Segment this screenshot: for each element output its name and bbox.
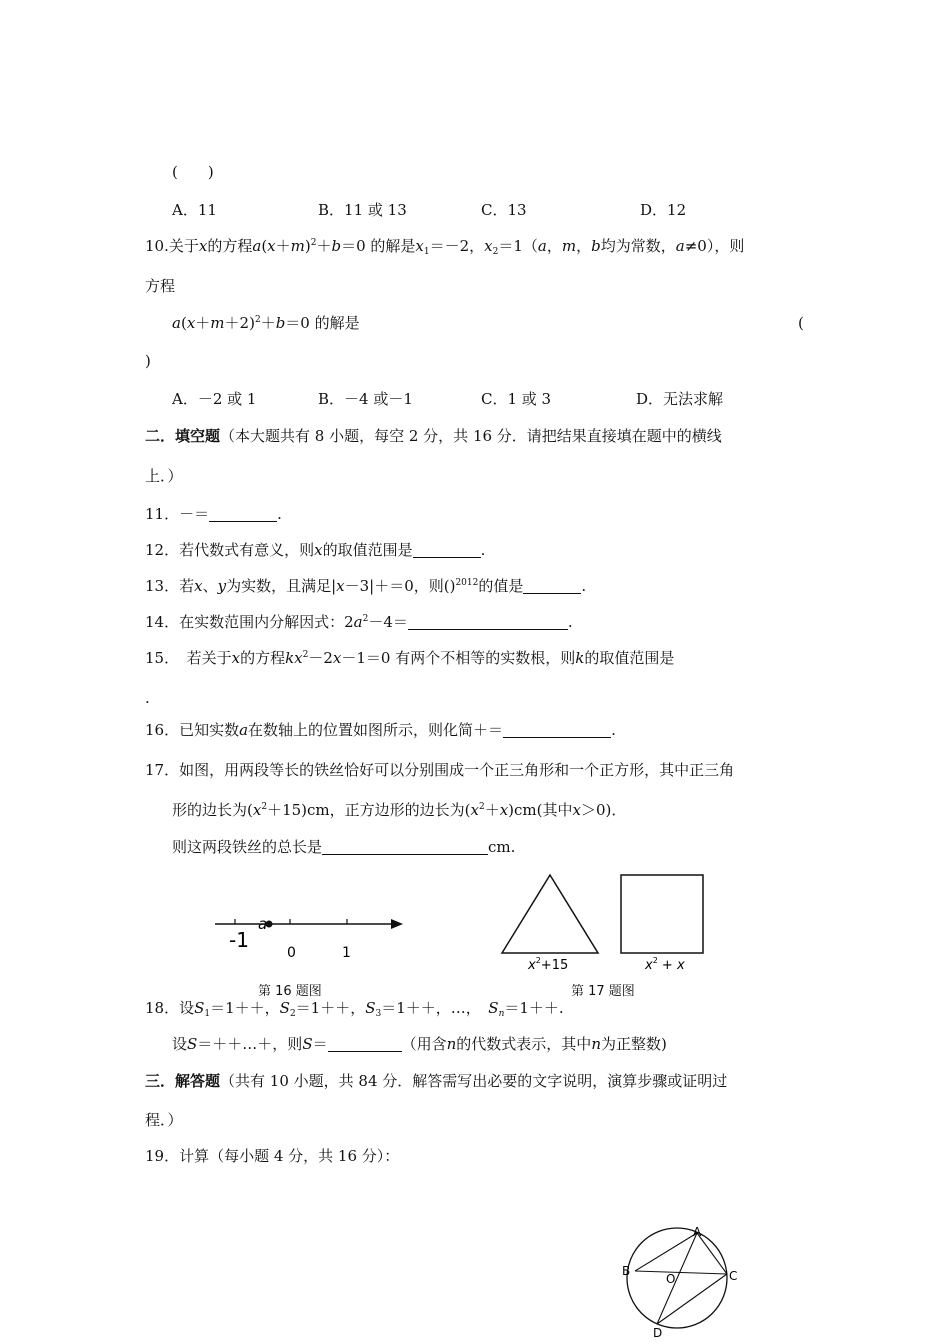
q12-answer-blank[interactable] <box>413 543 481 558</box>
circle-figure <box>615 1220 755 1344</box>
q10-option-b: B．－4 或－1 <box>318 390 413 408</box>
q18-line2: 设S＝＋＋…＋，则S＝ （用含n的代数式表示，其中n为正整数) <box>172 1035 667 1053</box>
q9-option-d: D．12 <box>640 201 687 219</box>
q11: 11．－＝ . <box>145 505 282 523</box>
segment-ac <box>697 1233 727 1274</box>
square-figure <box>615 870 715 975</box>
square <box>621 875 703 953</box>
label-O: O <box>666 1272 676 1286</box>
q10-option-c: C．1 或 3 <box>481 390 552 408</box>
q14-answer-blank[interactable] <box>408 615 568 630</box>
fig16-caption: 第 16 题图 <box>258 984 322 999</box>
q15: 15． 若关于x的方程$kx^2-2x-1=0$ 有两个不相等的实数根，则k的取值范围是 <box>145 649 675 667</box>
q11-answer-blank[interactable] <box>209 507 277 522</box>
triangle-figure <box>495 870 610 975</box>
q17-answer-blank[interactable] <box>322 840 488 855</box>
label-A: A <box>693 1225 702 1239</box>
q10-option-a: A．－2 或 1 <box>172 390 257 408</box>
q10-equation: $a(x+m+2)^2+b=0$ 的解是 <box>172 314 360 332</box>
q17-line1: 17．如图，用两段等长的铁丝恰好可以分别围成一个正三角形和一个正方形，其中正三角 <box>145 761 735 779</box>
q17-line3: 则这两段铁丝的总长是 cm. <box>172 838 516 856</box>
label-D: D <box>653 1326 663 1340</box>
q17-line2: 形的边长为$(x^2+15)cm$，正方边形的边长为$(x^2+x)cm$(其中x＞0)． <box>172 801 627 819</box>
label-neg-one: -1 <box>229 928 249 952</box>
section2-header: 二．填空题（本大题共有 8 小题，每空 2 分，共 16 分．请把结果直接填在题中的横线 <box>145 427 722 445</box>
q12: 12．若代数式有意义，则x的取值范围是 . <box>145 541 486 559</box>
q10-option-d: D．无法求解 <box>636 390 724 408</box>
q10-stem-cont: 方程 <box>145 277 176 295</box>
q9-option-c: C．13 <box>481 201 527 219</box>
q15-cont: . <box>145 689 150 707</box>
q16: 16．已知实数a在数轴上的位置如图所示，则化简＋＝ . <box>145 721 616 739</box>
label-C: C <box>729 1269 738 1283</box>
q18-line1: 18．设$S_1=1++$，$S_2=1++$，$S_3=1++$，…， $S_n=1++$. <box>145 999 564 1019</box>
q10-paren-open: ( <box>798 314 804 332</box>
fig17-caption: 第 17 题图 <box>571 984 635 999</box>
q9-option-b: B．11 或 13 <box>318 201 407 219</box>
square-side-label: $x^2 + x$ <box>645 956 685 973</box>
section3-header-cont: 程．） <box>145 1111 183 1129</box>
section2-heading: 二．填空题 <box>145 427 221 445</box>
number-line-arrow <box>391 919 403 929</box>
segment-ba <box>635 1233 697 1271</box>
number-line-figure <box>205 900 415 970</box>
triangle-side-label: $x^2+15$ <box>528 956 569 973</box>
q19: 19．计算（每小题 4 分，共 16 分）： <box>145 1147 400 1165</box>
segment-bc <box>635 1271 727 1274</box>
q18-answer-blank[interactable] <box>328 1037 402 1052</box>
q10-stem: 10.关于x的方程$a(x+m)^2+b=0$ 的解是$x_1=-2$，$x_2=1(a$，m，b均为常数，a≠0），则 <box>145 237 745 257</box>
label-B: B <box>622 1264 631 1278</box>
section3-header: 三．解答题（共有 10 小题，共 84 分．解答需写出必要的文字说明，演算步骤或证明过 <box>145 1072 728 1090</box>
q9-answer-paren: ( ) <box>172 163 214 181</box>
q16-answer-blank[interactable] <box>503 723 611 738</box>
q10-paren-close: ) <box>145 352 151 370</box>
q13: 13．若x、y为实数，且满足|x－3|＋＝0，则()$^{2012}$的值是 . <box>145 577 587 595</box>
equilateral-triangle <box>502 875 598 953</box>
label-zero: 0 <box>287 945 296 961</box>
section3-heading: 三．解答题 <box>145 1072 221 1090</box>
q14: 14．在实数范围内分解因式：$2a^2-4=$ . <box>145 613 573 631</box>
q13-answer-blank[interactable] <box>523 579 581 594</box>
label-a: a <box>258 915 268 933</box>
q9-option-a: A．11 <box>172 201 217 219</box>
label-one: 1 <box>342 945 351 961</box>
section2-header-cont: 上．） <box>145 467 183 485</box>
